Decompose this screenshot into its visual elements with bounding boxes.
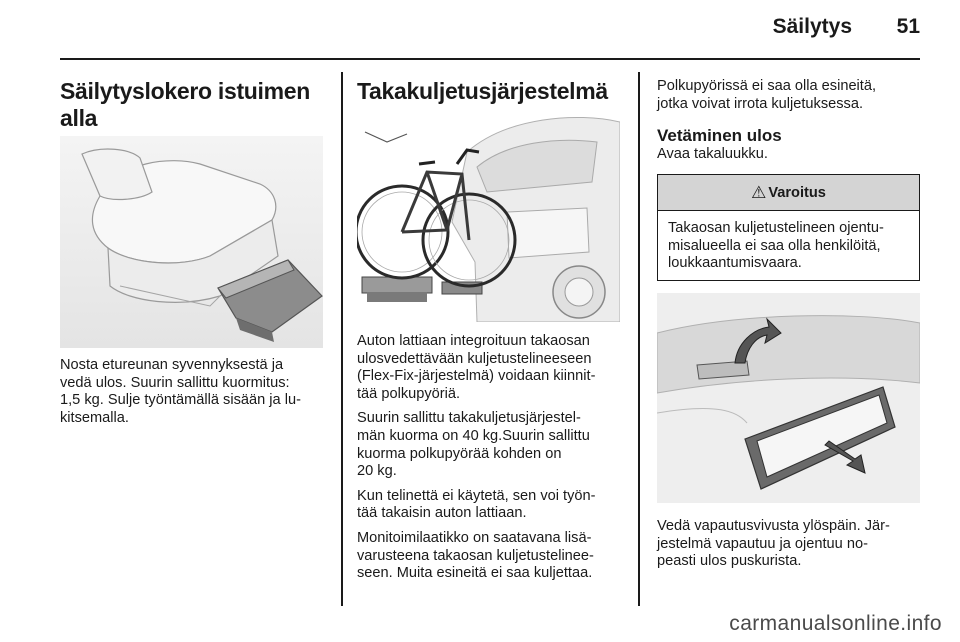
body-line: peasti ulos puskurista.: [657, 553, 802, 570]
section-rear-carrier: [357, 78, 632, 105]
body-line: ulosvedettävään kuljetustelineeseen: [357, 350, 592, 367]
section-seat-storage: [60, 78, 330, 132]
subheading: Vetäminen ulos: [657, 126, 782, 146]
body-line: tää polkupyöriä.: [357, 385, 461, 402]
pull-out-section: [657, 78, 922, 164]
body-line: jotka voivat irrota kuljetuksessa.: [657, 95, 864, 112]
body-line: Monitoimilaatikko on saatavana lisä-: [357, 529, 592, 546]
bike-carrier-illustration: [357, 112, 620, 322]
seat-storage-text: [60, 357, 335, 427]
section-heading-line: Säilytyslokero istuimen: [60, 78, 311, 104]
body-line: (Flex-Fix-järjestelmä) voidaan kiinnit-: [357, 368, 596, 385]
body-line: vedä ulos. Suurin sallittu kuormitus:: [60, 374, 290, 391]
body-line: jestelmä vapautuu ja ojentuu no-: [657, 535, 868, 552]
seat-drawer-illustration: [60, 136, 323, 348]
body-line: 20 kg.: [357, 463, 397, 480]
warning-header: [658, 175, 919, 211]
paragraph: [357, 333, 633, 403]
body-line: Kun telinettä ei käytetä, sen voi työn-: [357, 487, 596, 504]
paragraph: [357, 410, 633, 480]
body-line: Polkupyörissä ei saa olla esineitä,: [657, 78, 877, 94]
warning-line: misalueella ei saa olla henkilöitä,: [668, 237, 881, 254]
body-line: seen. Muita esineitä ei saa kuljettaa.: [357, 565, 593, 582]
warning-body: [658, 211, 919, 282]
body-line: 1,5 kg. Sulje työntämällä sisään ja lu-: [60, 392, 301, 409]
watermark-url: carmanualsonline.info: [729, 612, 942, 635]
section-heading-line: alla: [60, 105, 98, 131]
warning-box: [657, 174, 920, 281]
paragraph: [357, 488, 633, 523]
warning-triangle-icon: ⚠: [751, 182, 767, 202]
rear-carrier-text: [357, 333, 633, 583]
running-header-title: Säilytys: [772, 15, 852, 38]
release-lever-illustration: [657, 293, 920, 503]
warning-line: Takaosan kuljetustelineen ojentu-: [668, 220, 884, 236]
paragraph: [357, 530, 633, 583]
column-divider-2: [638, 72, 640, 606]
body-line: Suurin sallittu takakuljetusjärjestel-: [357, 410, 581, 427]
release-text: [657, 518, 922, 571]
instruction: Avaa takaluukku.: [657, 146, 768, 163]
page-number: 51: [896, 15, 920, 38]
body-line: varusteena takaosan kuljetustelinee-: [357, 547, 594, 564]
warning-title: Varoitus: [768, 184, 826, 201]
warning-line: loukkaantumisvaara.: [668, 255, 802, 272]
body-line: kuorma polkupyörää kohden on: [357, 445, 562, 462]
body-line: män kuorma on 40 kg.Suurin sallittu: [357, 427, 590, 444]
body-line: Auton lattiaan integroituun takaosan: [357, 333, 590, 349]
body-line: Vedä vapautusvivusta ylöspäin. Jär-: [657, 518, 890, 534]
section-heading: Takakuljetusjärjestelmä: [357, 78, 608, 104]
header-rule: [60, 58, 920, 60]
body-line: Nosta etureunan syvennyksestä ja: [60, 357, 284, 373]
column-divider-1: [341, 72, 343, 606]
body-line: tää takaisin auton lattiaan.: [357, 505, 527, 522]
body-line: kitsemalla.: [60, 409, 129, 426]
